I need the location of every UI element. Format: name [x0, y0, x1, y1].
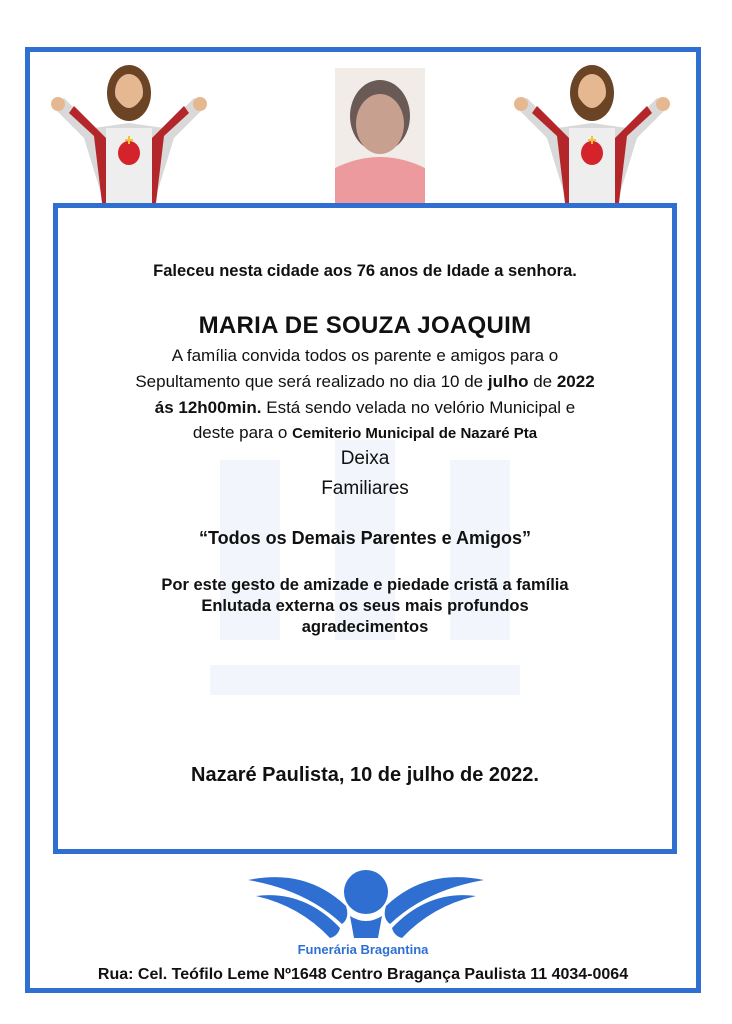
- invitation-line-3: ás 12h00min. Está sendo velada no velório Municipal e: [154, 398, 576, 417]
- brand-name: Funerária Bragantina: [297, 942, 429, 957]
- familiares-label: Familiares: [321, 478, 409, 499]
- quote-text: “Todos os Demais Parentes e Amigos”: [198, 528, 532, 548]
- sacred-heart-jesus-right-image: [507, 58, 677, 203]
- thanks-line-1: Por este gesto de amizade e piedade cristã a família: [161, 576, 569, 594]
- thanks-line-2: Enlutada externa os seus mais profundos: [201, 597, 529, 615]
- sacred-heart-jesus-left-image: [44, 58, 214, 203]
- invitation-line-2: Sepultamento que será realizado no dia 10 de julho de 2022: [135, 372, 595, 391]
- deceased-portrait-photo: [335, 68, 425, 203]
- invitation-line-4: deste para o Cemiterio Municipal de Nazaré Pta: [192, 423, 538, 442]
- funeraria-logo-icon: [246, 866, 486, 944]
- intro-text: Faleceu nesta cidade aos 76 anos de Idade a senhora.: [153, 262, 577, 280]
- deceased-name: MARIA DE SOUZA JOAQUIM: [198, 312, 532, 339]
- place-and-date: Nazaré Paulista, 10 de julho de 2022.: [191, 764, 539, 786]
- footer-address: Rua: Cel. Teófilo Leme Nº1648 Centro Bragança Paulista 11 4034-0064: [97, 966, 629, 983]
- thanks-line-3: agradecimentos: [301, 618, 429, 636]
- invitation-line-1: A família convida todos os parente e amigos para o: [171, 346, 559, 365]
- deixa-label: Deixa: [340, 448, 390, 469]
